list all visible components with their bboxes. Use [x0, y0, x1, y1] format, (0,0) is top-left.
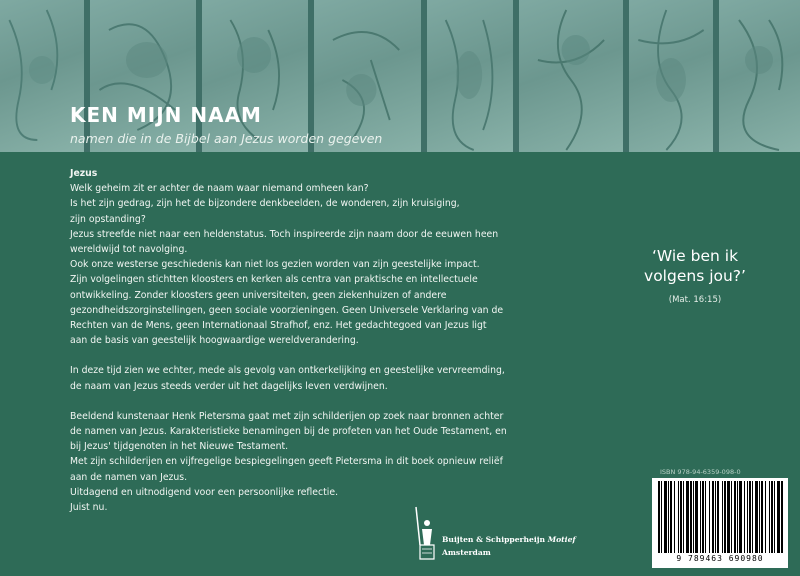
blurb-heading: Jezus: [70, 168, 98, 179]
barcode-bar: [777, 481, 780, 553]
artwork-panel-2: [90, 0, 202, 152]
barcode-bar: [739, 481, 742, 553]
barcode-bar: [737, 481, 738, 553]
banner-bottom-strip: [0, 152, 800, 160]
artwork-panel-1: [0, 0, 90, 152]
artwork-panel-5: [427, 0, 519, 152]
barcode-bar: [734, 481, 736, 553]
book-title: KEN MIJN NAAM: [70, 103, 262, 127]
barcode-bar: [705, 481, 706, 553]
artwork-panel-7: [629, 0, 719, 152]
barcode-bar: [724, 481, 726, 553]
barcode-bar: [700, 481, 701, 553]
barcode-bar: [670, 481, 672, 553]
blurb-text: [70, 166, 590, 515]
barcode-bar: [759, 481, 760, 553]
publisher-logo: [402, 505, 576, 561]
publisher-name: Buijten & Schipperheijn Motief: [442, 535, 576, 544]
barcode-bar: [722, 481, 723, 553]
blurb-line: Jezus streefde niet naar een heldenstatus. Toch inspireerde zijn naam door de eeuwen heen: [70, 228, 499, 240]
barcode-bar: [769, 481, 770, 553]
blurb-paragraph-1: [70, 181, 590, 348]
blurb-line: ontwikkeling. Zonder kloosters geen universiteiten, geen ziekenhuizen of andere: [70, 289, 447, 301]
barcode-bar: [695, 481, 698, 553]
barcode-bar: [765, 481, 766, 553]
barcode-bar: [712, 481, 714, 553]
blurb-line: zijn opstanding?: [70, 213, 146, 225]
barcode-bar: [781, 481, 783, 553]
artwork-panel-8: [719, 0, 800, 152]
barcode-bar: [715, 481, 716, 553]
barcode-bar: [731, 481, 732, 553]
barcode-bar: [693, 481, 694, 553]
blurb-line: aan de namen van Jezus.: [70, 471, 188, 483]
barcode-bar: [678, 481, 679, 553]
artwork-panel-6: [519, 0, 629, 152]
artwork-panel-4: [314, 0, 427, 152]
book-subtitle: namen die in de Bijbel aan Jezus worden gegeven: [70, 131, 383, 146]
blurb-line: de naam van Jezus steeds verder uit het dagelijks leven verdwijnen.: [70, 380, 388, 392]
blurb-paragraph-2: [70, 363, 590, 393]
blurb-line: Uitdagend en uitnodigend voor een persoonlijke reflectie.: [70, 486, 339, 498]
barcode-bar: [686, 481, 689, 553]
blurb-line: aan de basis van geestelijk hoogwaardige wereldverandering.: [70, 335, 359, 347]
barcode-bar: [761, 481, 763, 553]
blurb-line: wereldwijd tot navolging.: [70, 244, 188, 256]
barcode-bar: [664, 481, 667, 553]
blurb-line: Is het zijn gedrag, zijn het de bijzondere denkbeelden, de wonderen, zijn kruisiging,: [70, 198, 460, 210]
barcode: [652, 478, 788, 568]
publisher-city: Amsterdam: [442, 548, 491, 557]
blurb-line: Beeldend kunstenaar Henk Pietersma gaat met zijn schilderijen op zoek naar bronnen achter: [70, 410, 504, 422]
isbn-label: ISBN 978-94-6359-098-0: [660, 468, 741, 476]
blurb-line: Met zijn schilderijen en vijfregelige bespiegelingen geeft Pietersma in dit boek opnieuw reliëf: [70, 456, 503, 468]
quote-line-2: volgens jou?’: [644, 267, 746, 285]
artwork-panel-3: [202, 0, 314, 152]
quote-reference: (Mat. 16:15): [668, 295, 722, 305]
blurb-paragraph-3: [70, 409, 590, 515]
blurb-line: gezondheidszorginstellingen, geen sociale voorzieningen. Geen Universele Verklaring van de: [70, 304, 504, 316]
blurb-line: Ook onze westerse geschiedenis kan niet los gezien worden van zijn geestelijke impact.: [70, 259, 480, 271]
quote-line-1: ‘Wie ben ik: [651, 247, 739, 265]
bible-quote: [610, 246, 780, 286]
barcode-bar: [658, 481, 660, 553]
blurb-line: Welk geheim zit er achter de naam waar niemand omheen kan?: [70, 183, 369, 195]
barcode-bar: [755, 481, 758, 553]
blurb-line: bij Jezus' tijdgenoten in het Nieuwe Testament.: [70, 441, 289, 453]
barcode-bar: [668, 481, 669, 553]
blurb-line: Zijn volgelingen stichtten kloosters en kerken als centra van praktische en intellectuele: [70, 274, 478, 286]
barcode-bar: [674, 481, 675, 553]
barcode-digits: 9 789463 690980: [676, 554, 764, 563]
barcode-bar: [774, 481, 775, 553]
barcode-bar: [717, 481, 719, 553]
barcode-bar: [683, 481, 684, 553]
barcode-bar: [709, 481, 710, 553]
barcode-bar: [744, 481, 745, 553]
barcode-bar: [690, 481, 692, 553]
pen-figure-icon: [410, 505, 440, 561]
barcode-bar: [771, 481, 773, 553]
barcode-bar: [727, 481, 730, 553]
barcode-bar: [747, 481, 748, 553]
blurb-line: de namen van Jezus. Karakteristieke benamingen bij de profeten van het Oude Testament, en: [70, 426, 507, 438]
barcode-bar: [752, 481, 753, 553]
blurb-line: Juist nu.: [70, 502, 108, 514]
barcode-bars: [656, 481, 784, 553]
barcode-bar: [702, 481, 704, 553]
barcode-bar: [749, 481, 751, 553]
blurb-line: In deze tijd zien we echter, mede als gevolg van ontkerkelijking en geestelijke vervreemding,: [70, 365, 505, 377]
blurb-line: Rechten van de Mens, geen Internationaal Strafhof, enz. Het gedachtegoed van Jezus ligt: [70, 320, 487, 332]
barcode-bar: [661, 481, 662, 553]
barcode-bar: [680, 481, 682, 553]
